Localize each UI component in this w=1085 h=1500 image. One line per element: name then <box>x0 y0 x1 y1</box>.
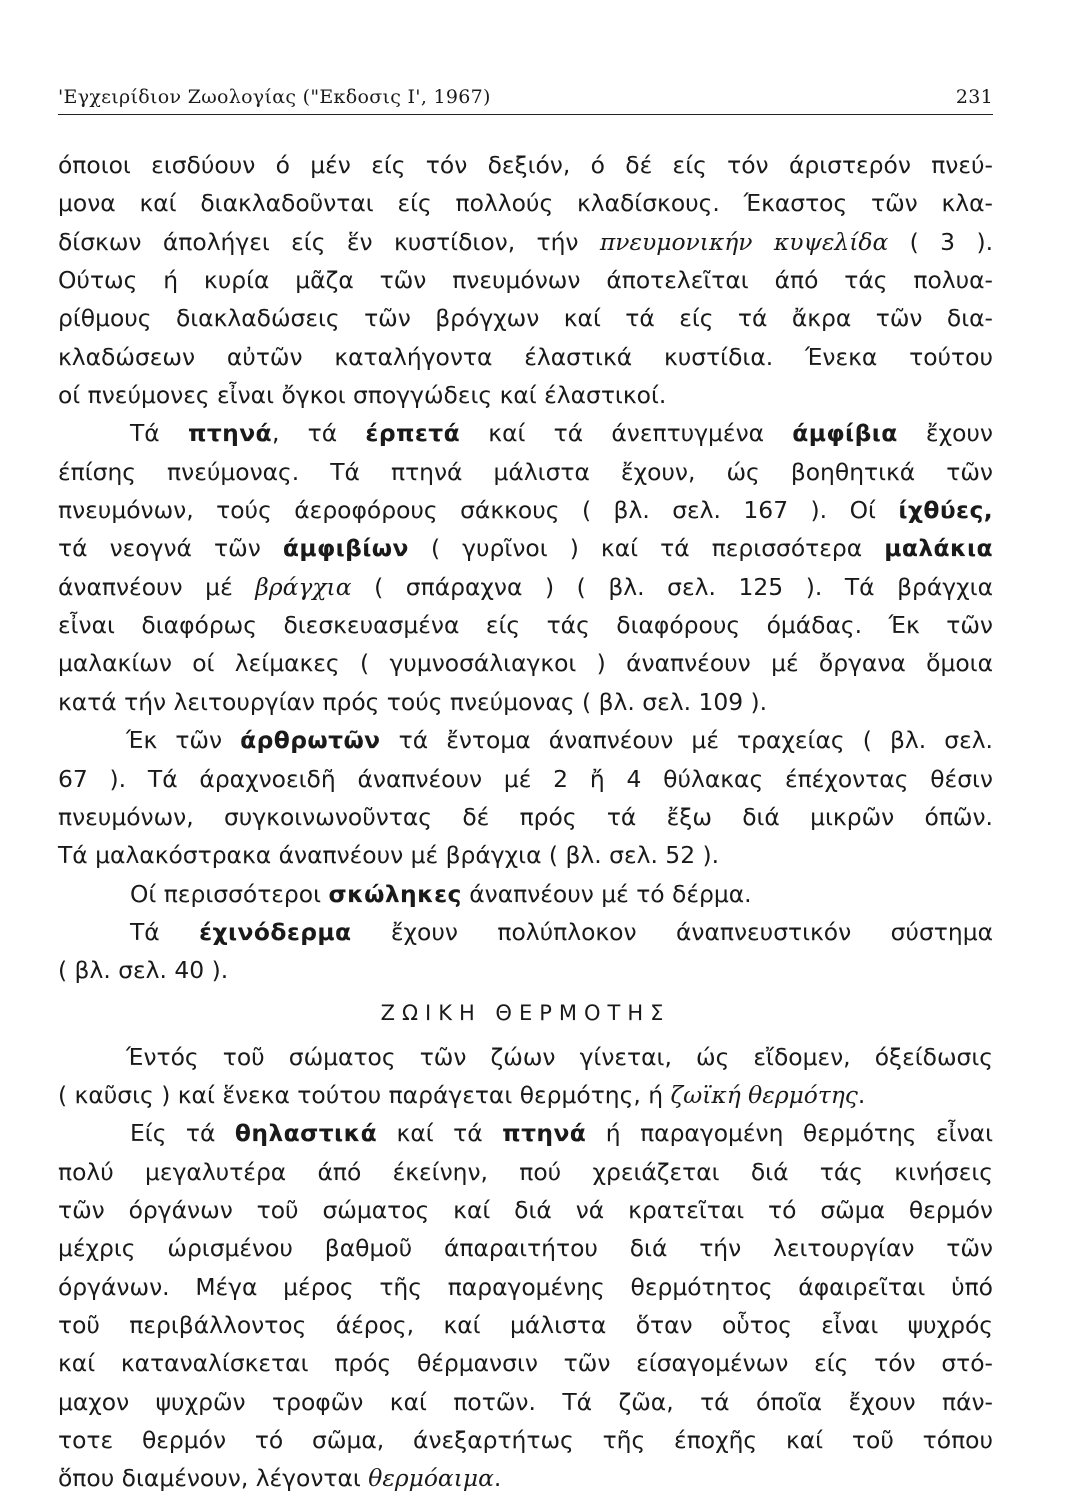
text-line: πνευμόνων, τούς άεροφόρους σάκκους ( βλ. σελ. 167 ). Οί ίχθύες, <box>58 496 993 525</box>
paragraph-1 <box>58 146 993 414</box>
italic-term: θερμόαιμα <box>368 1464 494 1493</box>
bold-term: θηλαστικά <box>234 1119 378 1148</box>
paragraph-3 <box>58 721 993 874</box>
text-line: οί πνεύμονες εἶναι ὄγκοι σπογγώδεις καί έλαστικοί. <box>58 381 667 410</box>
text-line: δίσκων άπολήγει είς ἕν κυστίδιον, τήν πνευμονικήν κυψελίδα ( 3 ). <box>58 227 994 256</box>
text-line: μέχρις ώρισμένου βαθμοῦ άπαραιτήτου διά τήν λειτουργίαν τῶν <box>58 1234 993 1263</box>
text-line: τά νεογνά τῶν άμφιβίων ( γυρῖνοι ) καί τά περισσότερα μαλάκια <box>58 534 994 563</box>
paragraph-6 <box>58 1038 993 1115</box>
text-line: ( καῦσις ) καί ἕνεκα τούτου παράγεται θερμότης, ή ζωϊκή θερμότης. <box>58 1080 866 1109</box>
bold-term: έρπετά <box>365 419 461 448</box>
paragraph-7 <box>58 1114 993 1497</box>
running-header <box>58 86 993 115</box>
paragraph-5 <box>58 913 993 990</box>
page-body <box>58 146 993 1498</box>
text-line: τοτε θερμόν τό σῶμα, άνεξαρτήτως τῆς έποχῆς καί τοῦ τόπου <box>58 1426 993 1454</box>
bold-term: έχινόδερμα <box>199 917 352 946</box>
bold-term: άμφίβια <box>792 419 898 448</box>
text-line: μονα καί διακλαδοῦνται είς πολλούς κλαδίσκους. Έκαστος τῶν κλα- <box>58 189 993 218</box>
text-line: Έντός τοῦ σώματος τῶν ζώων γίνεται, ώς εἴδομεν, όξείδωσις <box>126 1042 993 1071</box>
text-line: πνευμόνων, συγκοινωνοῦντας δέ πρός τά ἔξω διά μικρῶν όπῶν. <box>58 802 993 831</box>
page-number: 231 <box>955 86 993 108</box>
text-line: εἶναι διαφόρως διεσκευασμένα είς τάς διαφόρους όμάδας. Έκ τῶν <box>58 611 993 640</box>
italic-term: ζωϊκή θερμότης <box>670 1080 858 1109</box>
text-line: ρίθμους διακλαδώσεις τῶν βρόγχων καί τά είς τά ἄκρα τῶν δια- <box>58 304 993 333</box>
text-line: όποιοι εισδύουν ό μέν είς τόν δεξιόν, ό δέ είς τόν άριστερόν πνεύ- <box>58 151 993 179</box>
text-line: έπίσης πνεύμονας. Τά πτηνά μάλιστα ἔχουν, ώς βοηθητικά τῶν <box>58 457 993 486</box>
text-line: Είς τά θηλαστικά καί τά πτηνά ή παραγομένη θερμότης εἶναι <box>130 1119 993 1148</box>
text-line: κλαδώσεων αὐτῶν καταλήγοντα έλαστικά κυστίδια. Ένεκα τούτου <box>58 342 993 371</box>
text-line: 67 ). Τά άραχνοειδῆ άναπνέουν μέ 2 ἤ 4 θύλακας έπέχοντας θέσιν <box>58 764 993 793</box>
text-line: Τά πτηνά, τά έρπετά καί τά άνεπτυγμένα άμφίβια ἔχουν <box>130 419 993 448</box>
text-line: Τά έχινόδερμα ἔχουν πολύπλοκον άναπνευστικόν σύστημα <box>130 917 993 946</box>
text-line: τῶν όργάνων τοῦ σώματος καί διά νά κρατεῖται τό σῶμα θερμόν <box>58 1195 993 1224</box>
text-line: Τά μαλακόστρακα άναπνέουν μέ βράγχια ( βλ. σελ. 52 ). <box>58 841 720 870</box>
bold-term: ίχθύες, <box>898 496 993 525</box>
text-line: μαχον ψυχρῶν τροφῶν καί ποτῶν. Τά ζῶα, τά όποῖα ἔχουν πάν- <box>58 1387 993 1416</box>
text-line: μαλακίων οί λείμακες ( γυμνοσάλιαγκοι ) άναπνέουν μέ ὄργανα ὅμοια <box>58 649 993 678</box>
text-line: ὅπου διαμένουν, λέγονται θερμόαιμα. <box>58 1464 502 1493</box>
text-line: ( βλ. σελ. 40 ). <box>58 956 229 985</box>
paragraph-4 <box>58 875 993 913</box>
italic-term: πνευμονικήν κυψελίδα <box>599 227 889 256</box>
text-line: πολύ μεγαλυτέρα άπό έκείνην, πού χρειάζεται διά τάς κινήσεις <box>58 1157 993 1186</box>
text-line: Οί περισσότεροι σκώληκες άναπνέουν μέ τό δέρμα. <box>130 879 752 908</box>
italic-term: βράγχια <box>255 572 352 601</box>
text-line: καί καταναλίσκεται πρός θέρμανσιν τῶν είσαγομένων είς τόν στό- <box>58 1349 993 1378</box>
text-line: κατά τήν λειτουργίαν πρός τούς πνεύμονας ( βλ. σελ. 109 ). <box>58 687 768 716</box>
paragraph-2 <box>58 414 993 721</box>
header-title: 'Εγχειρίδιον Ζωολογίας ("Εκδοσις Ι', 1967) <box>58 86 491 108</box>
text-line: Έκ τῶν άρθρωτῶν τά ἔντομα άναπνέουν μέ τραχείας ( βλ. σελ. <box>126 726 993 755</box>
bold-term: σκώληκες <box>328 879 462 908</box>
text-line: άναπνέουν μέ βράγχια ( σπάραχνα ) ( βλ. σελ. 125 ). Τά βράγχια <box>58 572 993 601</box>
bold-term: πτηνά <box>187 419 273 448</box>
text-line: τοῦ περιβάλλοντος άέρος, καί μάλιστα ὅταν οὗτος εἶναι ψυχρός <box>58 1310 993 1339</box>
section-heading: ΖΩΙΚΗ ΘΕΡΜΟΤΗΣ <box>380 1000 671 1025</box>
bold-term: πτηνά <box>502 1119 587 1148</box>
text-line: όργάνων. Μέγα μέρος τῆς παραγομένης θερμότητος άφαιρεῖται ὑπό <box>58 1272 993 1301</box>
bold-term: μαλάκια <box>884 534 994 563</box>
bold-term: άμφιβίων <box>282 534 409 563</box>
bold-term: άρθρωτῶν <box>240 726 381 755</box>
text-line: Ούτως ή κυρία μᾶζα τῶν πνευμόνων άποτελεῖται άπό τάς πολυα- <box>58 266 993 295</box>
